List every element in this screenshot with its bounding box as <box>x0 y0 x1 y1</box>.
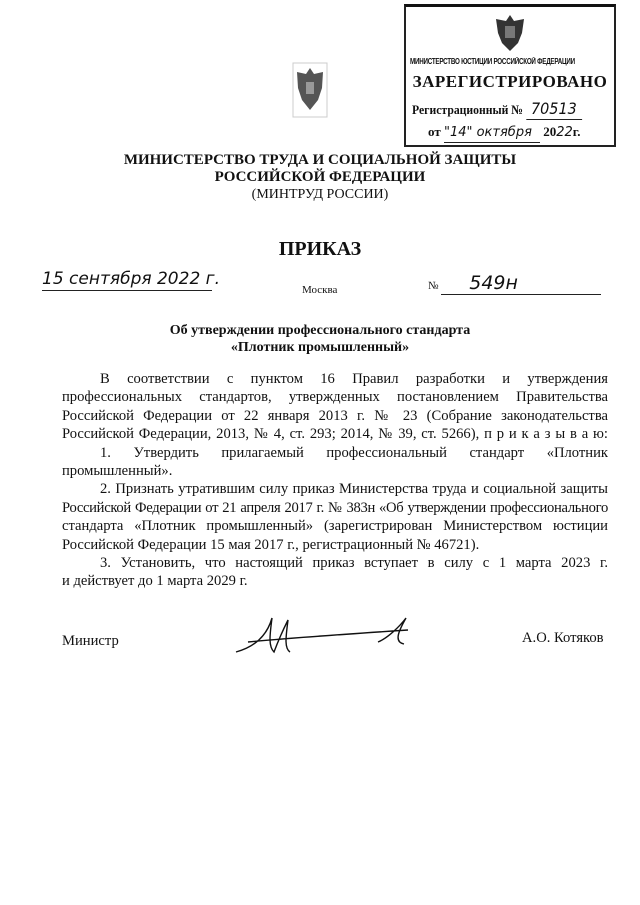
reg-number: 70513 <box>526 99 582 120</box>
body-line: профессиональных стандартов, утвержденных постановлением Правительства <box>62 389 608 406</box>
ministry-short: (МИНТРУД РОССИИ) <box>251 187 389 202</box>
coat-of-arms-icon <box>490 11 530 55</box>
year-prefix: 20 <box>543 124 557 139</box>
doc-type: ПРИКАЗ <box>278 238 362 260</box>
order-title <box>0 322 640 356</box>
order-number: 549н <box>441 272 601 295</box>
body-line: 1. Утвердить прилагаемый профессиональный стандарт «Плотник <box>100 444 608 461</box>
date-prefix: от <box>428 124 441 139</box>
stamp-ministry: МИНИСТЕРСТВО ЮСТИЦИИ РОССИЙСКОЙ ФЕДЕРАЦИИ <box>410 57 575 66</box>
stamp-date-row <box>428 123 580 143</box>
ministry-line2: РОССИЙСКОЙ ФЕДЕРАЦИИ <box>214 169 426 185</box>
body-line: В соответствии с пунктом 16 Правил разработки и утверждения <box>100 371 608 387</box>
registration-stamp <box>404 4 616 147</box>
body-line: 3. Установить, что настоящий приказ вступает в силу с 1 марта 2023 г. <box>100 555 608 572</box>
body-line: Российской Федерации от 21 апреля 2017 г. № 383н «Об утверждении профессионального <box>62 499 608 516</box>
body-line: Российской Федерации 15 мая 2017 г., регистрационный № 46721). <box>62 536 480 553</box>
order-body <box>62 370 608 591</box>
signatory-name: А.О. Котяков <box>522 630 604 646</box>
order-number-row <box>428 272 601 295</box>
body-line: Российской Федерации от 22 января 2013 г. № 23 (Собрание законодательства <box>62 407 608 424</box>
body-line: стандарта «Плотник промышленный» (зарегистрирован Министерством юстиции <box>62 518 608 535</box>
reg-label: Регистрационный № <box>412 102 524 117</box>
coat-of-arms-icon <box>292 62 328 118</box>
number-label: № <box>428 280 439 292</box>
body-line: промышленный». <box>62 463 173 480</box>
year-end: г. <box>572 124 581 139</box>
ministry-header <box>0 152 640 203</box>
year-suffix: 22 <box>556 125 573 140</box>
ministry-line1: МИНИСТЕРСТВО ТРУДА И СОЦИАЛЬНОЙ ЗАЩИТЫ <box>123 152 517 168</box>
title-line2: «Плотник промышленный» <box>230 340 410 355</box>
signatory-role: Министр <box>62 633 119 649</box>
stamp-reg-number-row <box>412 99 582 120</box>
city: Москва <box>302 284 338 296</box>
stamp-registered: ЗАРЕГИСТРИРОВАНО <box>412 72 608 91</box>
body-line: Российской Федерации, 2013, № 4, ст. 293; 2014, № 39, ст. 5266), п р и к а з ы в а ю: <box>62 426 608 443</box>
title-line1: Об утверждении профессионального стандарта <box>169 323 471 338</box>
signature-image <box>228 612 418 662</box>
order-date: 15 сентября 2022 г. <box>42 269 220 289</box>
body-line: 2. Признать утратившим силу приказ Министерства труда и социальной защиты <box>100 481 608 498</box>
body-line: и действует до 1 марта 2029 г. <box>62 573 248 590</box>
stamp-date: "14" октября <box>444 124 540 143</box>
